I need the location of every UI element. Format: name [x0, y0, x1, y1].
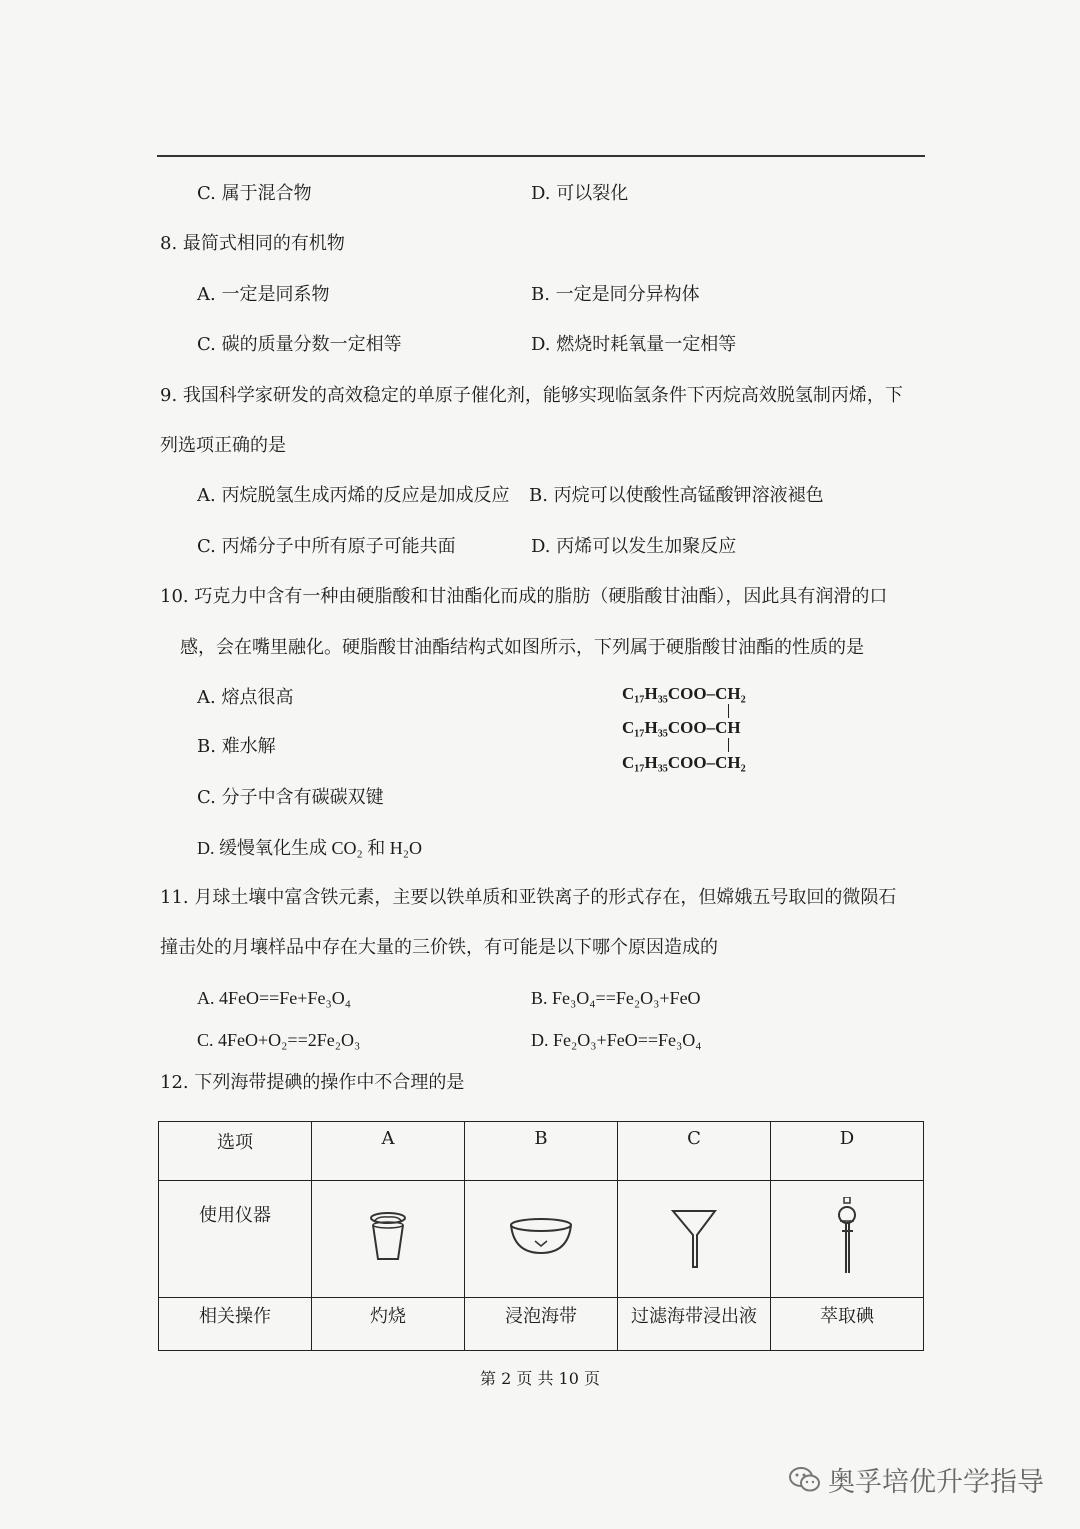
q9-option-b: B. 丙烷可以使酸性高锰酸钾溶液褪色: [529, 485, 824, 506]
q10-option-a: A. 熔点很高: [197, 687, 294, 708]
page-number: 第 2 页 共 10 页: [480, 1369, 600, 1388]
q9-option-a: A. 丙烷脱氢生成丙烯的反应是加成反应: [197, 485, 510, 506]
row-header-operation: 相关操作: [159, 1298, 312, 1351]
evaporating-dish-icon: [506, 1215, 576, 1259]
structure-line-3: C₁₇H₃₅COO–CH₂: [622, 753, 746, 772]
q8-option-b: B. 一定是同分异构体: [531, 284, 700, 305]
crucible-icon: [363, 1209, 413, 1265]
q10-stem-line2: 感，会在嘴里融化。硬脂酸甘油酯结构式如图所示，下列属于硬脂酸甘油酯的性质的是: [180, 637, 864, 658]
watermark: [788, 1460, 1044, 1499]
q8-option-a: A. 一定是同系物: [197, 284, 330, 305]
q7-option-d: D. 可以裂化: [531, 183, 629, 204]
column-b: B: [465, 1122, 618, 1181]
separatory-funnel-icon: [832, 1197, 862, 1277]
q8-stem: 8. 最简式相同的有机物: [160, 233, 345, 254]
q11-stem-line2: 撞击处的月壤样品中存在大量的三价铁，有可能是以下哪个原因造成的: [160, 937, 718, 958]
q9-stem-line2: 列选项正确的是: [160, 435, 286, 456]
wechat-icon: [788, 1465, 822, 1495]
q11-option-a: A. 4FeO==Fe+Fe₃O₄: [197, 988, 352, 1008]
column-d: D: [771, 1122, 924, 1181]
q9-option-c: C. 丙烯分子中所有原子可能共面: [197, 536, 456, 557]
funnel-icon: [669, 1205, 719, 1269]
operation-d: 萃取碘: [771, 1298, 924, 1351]
column-c: C: [618, 1122, 771, 1181]
structure-bond-2: [728, 738, 729, 752]
q11-option-d: D. Fe₂O₃+FeO==Fe₃O₄: [531, 1030, 702, 1050]
operation-a: 灼烧: [312, 1298, 465, 1351]
q7-option-c: C. 属于混合物: [197, 183, 312, 204]
column-a: A: [312, 1122, 465, 1181]
structure-line-1: C₁₇H₃₅COO–CH₂: [622, 684, 746, 703]
table-row: [159, 1298, 924, 1351]
q10-option-d: D. 缓慢氧化生成 CO₂ 和 H₂O: [197, 838, 423, 858]
structure-bond-1: [728, 704, 729, 718]
q10-option-c: C. 分子中含有碳碳双键: [197, 787, 384, 808]
table-row: [159, 1181, 924, 1298]
q11-option-b: B. Fe₃O₄==Fe₂O₃+FeO: [531, 988, 701, 1008]
q9-stem-line1: 9. 我国科学家研发的高效稳定的单原子催化剂，能够实现临氢条件下丙烷高效脱氢制丙烯，下: [160, 385, 903, 406]
q12-stem: 12. 下列海带提碘的操作中不合理的是: [160, 1072, 465, 1093]
q12-table: [158, 1121, 924, 1351]
header-rule: [157, 155, 925, 157]
watermark-text: 奥孚培优升学指导: [828, 1467, 1044, 1498]
row-header-option: 选项: [159, 1122, 312, 1181]
q8-option-d: D. 燃烧时耗氧量一定相等: [531, 334, 737, 355]
row-header-instrument: 使用仪器: [159, 1181, 312, 1298]
structure-line-2: C₁₇H₃₅COO–CH: [622, 718, 741, 737]
table-row: [159, 1122, 924, 1181]
q10-option-b: B. 难水解: [197, 736, 276, 757]
q11-stem-line1: 11. 月球土壤中富含铁元素，主要以铁单质和亚铁离子的形式存在，但嫦娥五号取回的微陨石: [160, 887, 897, 908]
operation-c: 过滤海带浸出液: [618, 1298, 771, 1351]
operation-b: 浸泡海带: [465, 1298, 618, 1351]
q9-option-d: D. 丙烯可以发生加聚反应: [531, 536, 737, 557]
q8-option-c: C. 碳的质量分数一定相等: [197, 334, 402, 355]
q11-option-c: C. 4FeO+O₂==2Fe₂O₃: [197, 1030, 361, 1050]
q10-stem-line1: 10. 巧克力中含有一种由硬脂酸和甘油酯化而成的脂肪（硬脂酸甘油酯），因此具有润滑的口: [160, 586, 888, 607]
